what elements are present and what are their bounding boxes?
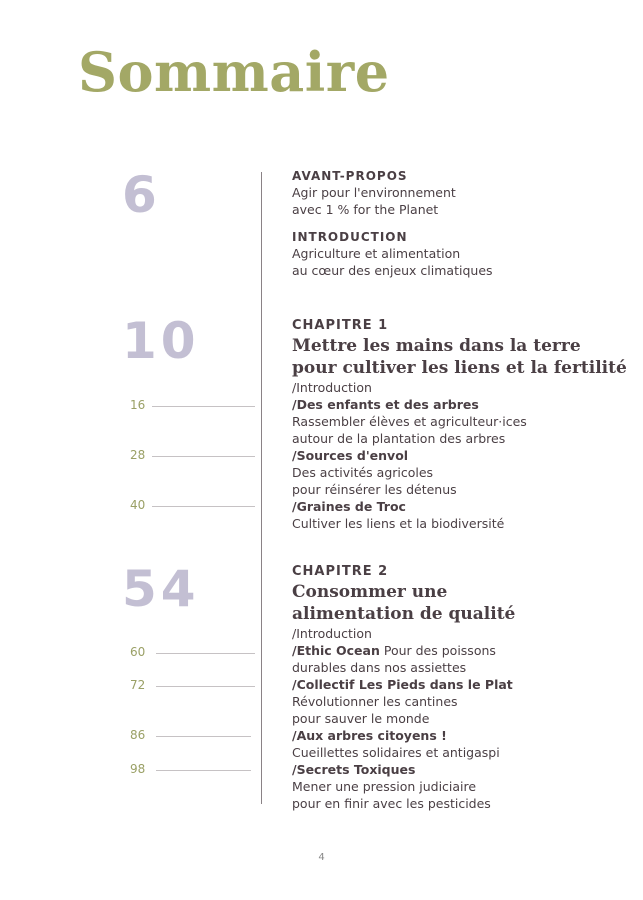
item-page-number: 72 bbox=[130, 678, 146, 692]
entry-description: Agriculture et alimentation bbox=[292, 246, 461, 261]
vertical-divider bbox=[261, 172, 262, 804]
leader-line bbox=[156, 653, 255, 654]
leader-line bbox=[152, 456, 255, 457]
chapter-label: CHAPITRE 1 bbox=[292, 318, 389, 333]
toc-item-desc: Des activités agricoles bbox=[292, 465, 434, 480]
page-title: Sommaire bbox=[78, 40, 390, 104]
item-page-number: 86 bbox=[130, 728, 146, 742]
toc-item-desc: pour réinsérer les détenus bbox=[292, 482, 457, 497]
toc-item-title[interactable]: /Ethic Ocean Pour des poissons bbox=[292, 643, 496, 658]
toc-item-desc: Cueillettes solidaires et antigaspi bbox=[292, 745, 500, 760]
chapter-label: CHAPITRE 2 bbox=[292, 564, 389, 579]
chapter-2[interactable] bbox=[292, 563, 632, 812]
page-number: 4 bbox=[318, 852, 325, 863]
toc-item-desc: Cultiver les liens et la biodiversité bbox=[292, 516, 505, 531]
entry-description: Agir pour l'environnement bbox=[292, 185, 456, 200]
item-page-number: 16 bbox=[130, 398, 146, 412]
chapter-heading: Mettre les mains dans la terre bbox=[292, 336, 581, 356]
toc-item-desc: Rassembler élèves et agriculteur·ices bbox=[292, 414, 527, 429]
leader-line bbox=[152, 506, 255, 507]
toc-item-desc: Mener une pression judiciaire bbox=[292, 779, 477, 794]
toc-item-title[interactable]: /Aux arbres citoyens ! bbox=[292, 728, 447, 743]
entry-label: AVANT-PROPOS bbox=[292, 169, 408, 183]
entry-description: au cœur des enjeux climatiques bbox=[292, 263, 493, 278]
toc-item-title[interactable]: /Collectif Les Pieds dans le Plat bbox=[292, 677, 513, 692]
chapter-page-number: 10 bbox=[122, 312, 200, 370]
introduction-entry[interactable] bbox=[292, 229, 632, 279]
chapter-intro-link[interactable]: /Introduction bbox=[292, 626, 372, 641]
entry-description: avec 1 % for the Planet bbox=[292, 202, 439, 217]
toc-item-desc: pour en finir avec les pesticides bbox=[292, 796, 491, 811]
leader-line bbox=[156, 686, 255, 687]
toc-item-title[interactable]: /Secrets Toxiques bbox=[292, 762, 416, 777]
toc-item-title[interactable]: /Sources d'envol bbox=[292, 448, 409, 463]
chapter-heading: Consommer une bbox=[292, 582, 448, 602]
section-page-number: 6 bbox=[122, 166, 161, 224]
entry-label: INTRODUCTION bbox=[292, 230, 408, 244]
leader-line bbox=[156, 770, 251, 771]
toc-item-title[interactable]: /Des enfants et des arbres bbox=[292, 397, 479, 412]
toc-item-desc: autour de la plantation des arbres bbox=[292, 431, 506, 446]
toc-item-desc: durables dans nos assiettes bbox=[292, 660, 467, 675]
chapter-heading: alimentation de qualité bbox=[292, 604, 516, 624]
item-page-number: 60 bbox=[130, 645, 146, 659]
chapter-heading: pour cultiver les liens et la fertilité bbox=[292, 358, 627, 378]
leader-line bbox=[152, 406, 255, 407]
chapter-intro-link[interactable]: /Introduction bbox=[292, 380, 372, 395]
chapter-page-number: 54 bbox=[122, 560, 200, 618]
avant-propos-entry[interactable] bbox=[292, 168, 632, 218]
item-page-number: 28 bbox=[130, 448, 146, 462]
item-page-number: 40 bbox=[130, 498, 146, 512]
toc-item-desc: Révolutionner les cantines bbox=[292, 694, 458, 709]
toc-item-desc: pour sauver le monde bbox=[292, 711, 430, 726]
toc-item-title[interactable]: /Graines de Troc bbox=[292, 499, 406, 514]
leader-line bbox=[156, 736, 251, 737]
item-page-number: 98 bbox=[130, 762, 146, 776]
chapter-1[interactable] bbox=[292, 317, 632, 532]
